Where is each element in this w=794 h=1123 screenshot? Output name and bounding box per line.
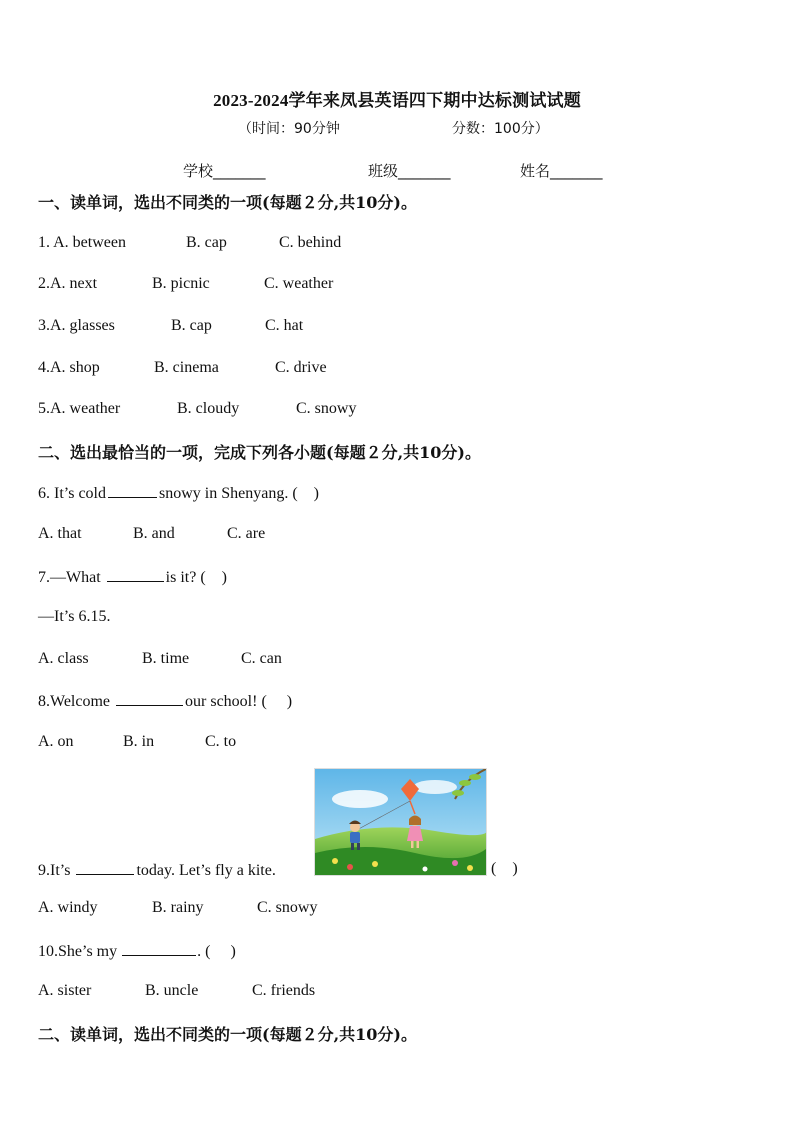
- page-title: 2023-2024学年来凤县英语四下期中达标测试试题: [213, 91, 581, 110]
- section2-heading: 二、选出最恰当的一项，完成下列各小题(每题２分,共10分)。: [38, 443, 481, 462]
- question-8: [38, 691, 292, 711]
- time-info: （时间：90分钟: [238, 121, 340, 137]
- q8-blank[interactable]: [116, 691, 183, 706]
- q8-stem-start: 8.Welcome: [38, 693, 111, 710]
- q1-option-a[interactable]: 1. A. between: [38, 234, 126, 251]
- q7-option-a[interactable]: A. class: [38, 650, 89, 667]
- q9-stem-start: 9.It’s: [38, 862, 71, 879]
- q9-option-b[interactable]: B. rainy: [152, 899, 204, 916]
- q1-option-b[interactable]: B. cap: [186, 234, 227, 251]
- q6-option-a[interactable]: A. that: [38, 525, 82, 542]
- q8-option-b[interactable]: B. in: [123, 733, 155, 750]
- q8-option-a[interactable]: A. on: [38, 733, 74, 750]
- class-field[interactable]: 班级_______: [368, 162, 451, 180]
- q6-option-c[interactable]: C. are: [227, 525, 266, 542]
- q8-stem-end: our school! ( ): [185, 693, 293, 710]
- q9-blank[interactable]: [76, 860, 134, 875]
- name-field[interactable]: 姓名_______: [520, 162, 603, 180]
- q10-stem-end: . ( ): [197, 943, 236, 960]
- q5-option-a[interactable]: 5.A. weather: [38, 400, 121, 417]
- q7-stem-end: is it? ( ): [165, 569, 227, 586]
- q6-blank[interactable]: [108, 483, 157, 498]
- q9-option-c[interactable]: C. snowy: [257, 899, 318, 916]
- q6-stem-start: 6. It’s cold: [38, 485, 106, 502]
- q5-option-b[interactable]: B. cloudy: [177, 400, 240, 417]
- q7-option-c[interactable]: C. can: [241, 650, 282, 667]
- q10-option-c[interactable]: C. friends: [252, 982, 316, 999]
- q9-option-a[interactable]: A. windy: [38, 899, 98, 916]
- q10-stem-start: 10.She’s my: [38, 943, 118, 960]
- kite-flying-illustration: [314, 768, 487, 876]
- q3-option-a[interactable]: 3.A. glasses: [38, 317, 115, 334]
- q4-option-c[interactable]: C. drive: [275, 359, 327, 376]
- q3-option-b[interactable]: B. cap: [171, 317, 212, 334]
- question-10: [38, 941, 236, 961]
- q9-stem-end: today. Let’s fly a kite.: [136, 862, 276, 879]
- q4-option-a[interactable]: 4.A. shop: [38, 359, 100, 376]
- time-score-line: [238, 118, 549, 138]
- q2-option-b[interactable]: B. picnic: [152, 275, 210, 292]
- question-9: [38, 860, 276, 880]
- question-7: [38, 567, 227, 587]
- q10-option-b[interactable]: B. uncle: [145, 982, 199, 999]
- q7-blank[interactable]: [107, 567, 164, 582]
- q4-option-b[interactable]: B. cinema: [154, 359, 219, 376]
- q1-option-c[interactable]: C. behind: [279, 234, 342, 251]
- q2-option-a[interactable]: 2.A. next: [38, 275, 98, 292]
- q10-blank[interactable]: [122, 941, 196, 956]
- q7-answer-line: —It’s 6.15.: [38, 608, 111, 625]
- question-6: [38, 483, 319, 503]
- q7-option-b[interactable]: B. time: [142, 650, 190, 667]
- q5-option-c[interactable]: C. snowy: [296, 400, 357, 417]
- q9-answer-paren[interactable]: ( ): [491, 860, 518, 877]
- q8-option-c[interactable]: C. to: [205, 733, 237, 750]
- q10-option-a[interactable]: A. sister: [38, 982, 92, 999]
- school-field[interactable]: 学校_______: [183, 162, 266, 180]
- score-info: 分数：100分）: [452, 121, 549, 137]
- q7-stem-start: 7.—What: [38, 569, 101, 586]
- q3-option-c[interactable]: C. hat: [265, 317, 304, 334]
- kite-scene-icon: [315, 769, 486, 875]
- q2-option-c[interactable]: C. weather: [264, 275, 334, 292]
- section3-heading: 二、读单词，选出不同类的一项(每题２分,共10分)。: [38, 1025, 417, 1044]
- q6-option-b[interactable]: B. and: [133, 525, 175, 542]
- q6-stem-end: snowy in Shenyang. ( ): [159, 485, 319, 502]
- section1-heading: 一、读单词，选出不同类的一项(每题２分,共10分)。: [38, 193, 417, 212]
